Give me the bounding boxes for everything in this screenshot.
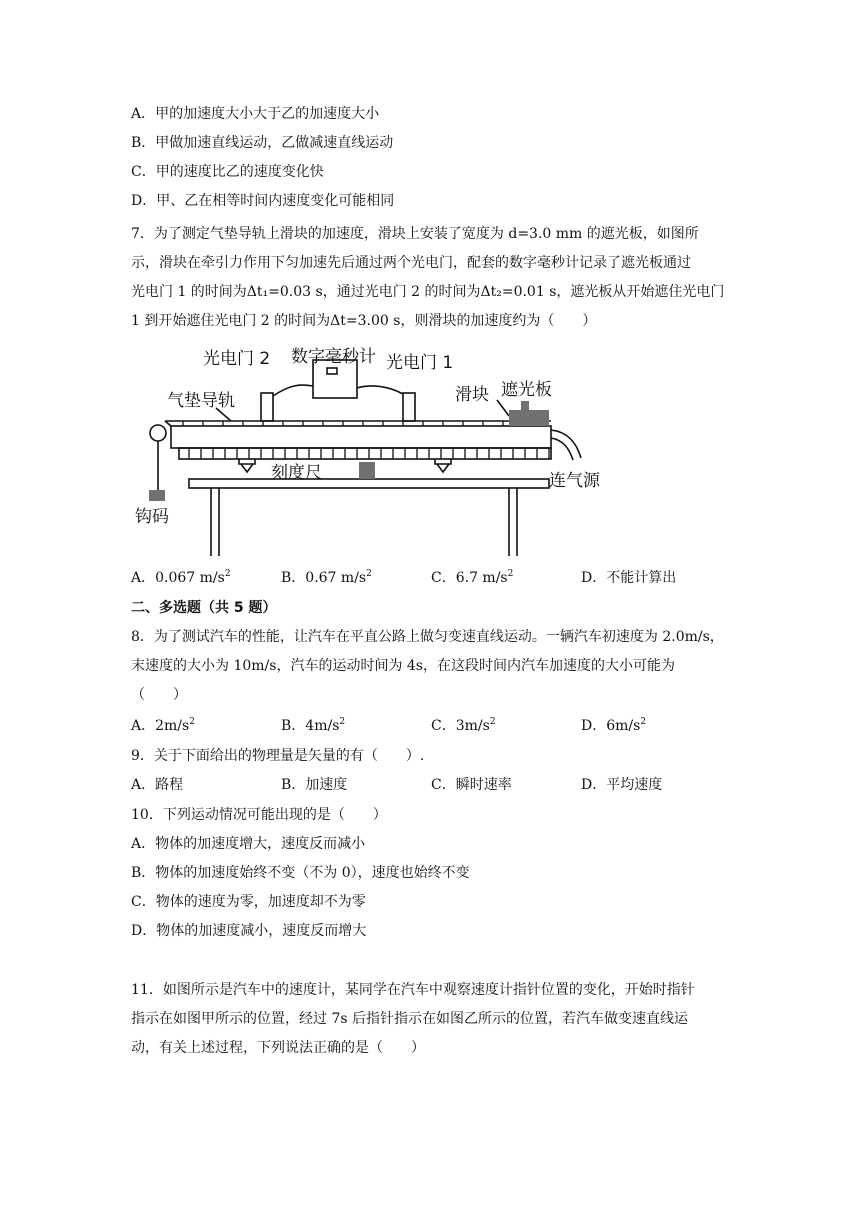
q7-stem-line1: 7．为了测定气垫导轨上滑块的加速度，滑块上安装了宽度为 d=3.0 mm 的遮光板，如图所: [131, 226, 699, 242]
label-rail: 气垫导轨: [167, 391, 235, 411]
q10-stem: 10．下列运动情况可能出现的是（ ）: [131, 807, 387, 823]
q10-option-a: A．物体的加速度增大，速度反而减小: [131, 836, 366, 852]
q8-option-d: D．$6m/s^2$: [581, 717, 647, 734]
q7-option-d: D．不能计算出: [581, 570, 677, 586]
q7-stem-line2: 示，滑块在牵引力作用下匀加速先后通过两个光电门，配套的数字毫秒计记录了遮光板通过: [131, 255, 691, 271]
slider-block: [509, 410, 549, 426]
label-air-source: 连气源: [549, 471, 600, 491]
air-track-diagram: [131, 340, 611, 560]
q7-option-a: A．0.067 $m/s^2$: [131, 569, 231, 586]
q6-option-b: B．甲做加速直线运动，乙做减速直线运动: [131, 135, 394, 151]
shade-plate: [521, 401, 529, 410]
q8-option-c: C．$3m/s^2$: [431, 717, 496, 734]
q8-stem-line1: 8．为了测试汽车的性能，让汽车在平直公路上做匀变速直线运动。一辆汽车初速度为 2.0m/s，: [131, 629, 724, 645]
q10-option-c: C．物体的速度为零，加速度却不为零: [131, 894, 366, 910]
q11-stem-line2: 指示在如图甲所示的位置，经过 7s 后指针指示在如图乙所示的位置，若汽车做变速直线运: [131, 1011, 688, 1027]
q6-option-c: C．甲的速度比乙的速度变化快: [131, 164, 324, 180]
label-slider: 滑块: [455, 385, 489, 405]
q7-option-b: B．0.67 $m/s^2$: [281, 569, 372, 586]
q9-stem: 9．关于下面给出的物理量是矢量的有（ ）.: [131, 748, 425, 764]
label-gate1: 光电门 1: [386, 353, 454, 373]
label-timer: 数字毫秒计: [291, 347, 376, 367]
label-shade: 遮光板: [501, 380, 552, 400]
q8-option-b: B．$4m/s^2$: [281, 717, 346, 734]
q11-stem-line1: 11．如图所示是汽车中的速度计，某同学在汽车中观察速度计指针位置的变化，开始时指针: [131, 982, 695, 998]
section-heading-multiple-choice: 二、多选题（共 5 题）: [131, 600, 277, 616]
q7-stem-line3: 光电门 1 的时间为Δt₁=0.03 s，通过光电门 2 的时间为Δt₂=0.01 s，遮光板从开始遮住光电门: [131, 284, 725, 300]
weight-block: [149, 490, 165, 501]
label-weight: 钩码: [135, 507, 169, 527]
label-scale: 刻度尺: [271, 463, 322, 483]
q10-option-d: D．物体的加速度减小，速度反而增大: [131, 923, 367, 939]
q6-option-d: D．甲、乙在相等时间内速度变化可能相同: [131, 193, 395, 209]
q11-stem-line3: 动，有关上述过程，下列说法正确的是（ ）: [131, 1040, 425, 1056]
label-gate2: 光电门 2: [203, 349, 271, 369]
q8-stem-line2: 末速度的大小为 10m/s，汽车的运动时间为 4s，在这段时间内汽车加速度的大小可能为: [131, 658, 675, 674]
q8-option-a: A．$2m/s^2$: [131, 717, 195, 734]
q6-option-a: A．甲的加速度大小大于乙的加速度大小: [131, 106, 380, 122]
ruler-block: [359, 462, 375, 479]
q9-option-c: C．瞬时速率: [431, 777, 512, 793]
q9-option-a: A．路程: [131, 777, 184, 793]
q9-option-b: B．加速度: [281, 777, 348, 793]
q7-stem-line4: 1 到开始遮住光电门 2 的时间为Δt=3.00 s，则滑块的加速度约为（ ）: [131, 313, 597, 329]
q8-stem-line3: （ ）: [131, 687, 187, 703]
q9-option-d: D．平均速度: [581, 777, 663, 793]
q10-option-b: B．物体的加速度始终不变（不为 0），速度也始终不变: [131, 865, 470, 881]
q7-option-c: C．6.7 $m/s^2$: [431, 569, 514, 586]
